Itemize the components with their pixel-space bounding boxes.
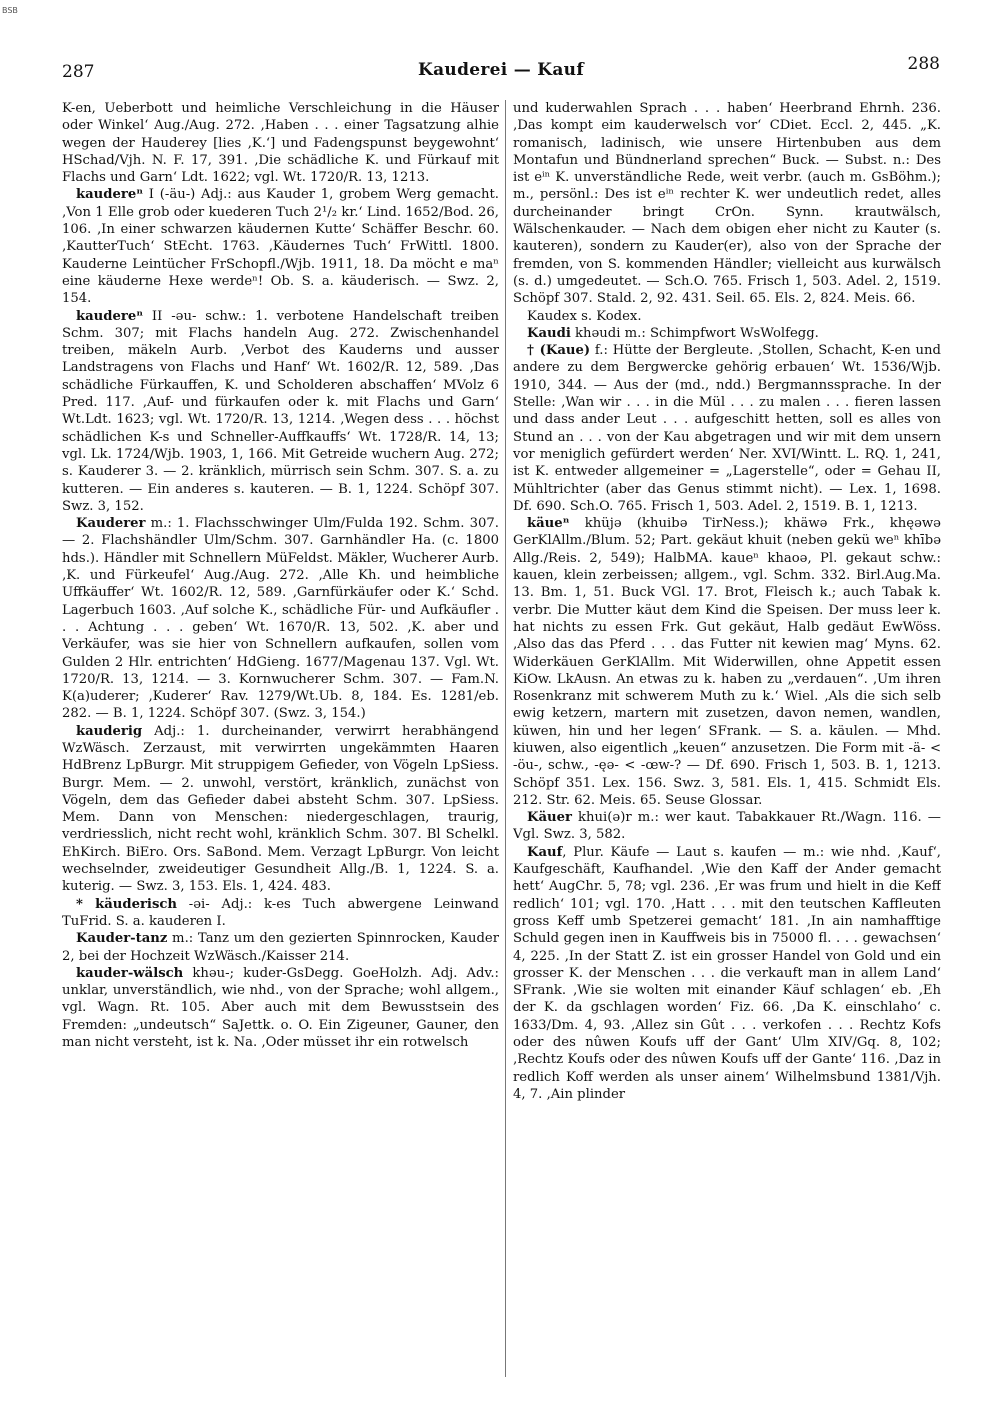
dictionary-entry	[62, 965, 499, 1051]
entry-text: -əi- Adj.: k-es Tuch abwergene Leinwand TuFrid. S. a. kauderen I.	[62, 896, 499, 929]
entry-text: khüjə (khuibə TirNess.); khäwə Frk., khęəwə GerKlAllm./Blum. 52; Part. gekäut khuit (neben gekü weⁿ khībə Allg./Reis. 2, 549); HalbMA. kaueⁿ khaoə, Pl. gekaut schw.: kauen, klein zerbeissen; allgem., vgl. Schm. 332. Birl.Aug.Ma. 13. Bm. 1, 51. Buck VGl. 17. Brot, Fleisch k.; auch Tabak k. verbr. Die Mutter käut dem Kind die Speisen. Der muss leer k. hat nichts zu essen Frk. Gut gekäut, Halb gedäut EwWöss. ‚Also das das Pferd . . . das Futter nit kewien mag‘ Myns. 62. Widerkäuen GerKlAllm. Mit Widerwillen, ohne Appetit essen KiOw. LkAusn. An etwas zu k. haben zu „verdauen“. ‚Um ihren Rosenkranz mit schwerem Muth zu k.‘ Wiel. ‚Als die sich selb ewig ketzern, martern mit zusetzen, davon nemen, wandlen, küwen, hin und her legen‘ SFrank. — S. a. käulen. — Mhd. kiuwen, also eigentlich „keuen“ anzusetzen. Die Form mit -ä- < -öu-, schw., -ęə- < -œw-? — Df. 690. Frisch 1, 503. B. 1, 1213. Schöpf 351. Lex. 156. Swz. 3, 581. Els. 1, 415. Schmidt Els. 212. Str. 62. Meis. 65. Seuse Glossar.	[513, 516, 941, 808]
dictionary-entry	[62, 723, 499, 896]
dictionary-entry	[62, 308, 499, 516]
dictionary-entry	[62, 896, 499, 931]
headword: kauderig	[76, 723, 143, 739]
headword: Kauf	[527, 844, 563, 860]
library-stamp: BSB	[2, 6, 18, 15]
page-header	[62, 54, 940, 84]
entry-text: m.: 1. Flachsschwinger Ulm/Fulda 192. Schm. 307. — 2. Flachshändler Ulm/Schm. 307. Garnhändler Ha. (c. 1800 hds.). Händler mit Schnellern MüFeldst. Mäkler, Wucherer Aurb. ‚K. und Fürkeufel‘ Aug./Aug. 272. ‚Alle Kh. und heimbliche Uffkäuffer‘ Wt. 1602/R. 12, 589. ‚Garnfürkäufer oder K.‘ Schd. Lagerbuch 1603. ‚Auf solche K., schädliche Für- und Aufkäufler . . . Achtung . . . geben‘ Wt. 1670/R. 13, 502. ‚K. aber und Verkäufer, was sie hier von Schnellern aufkaufen, sollen vom Gulden 2 Hlr. entrichten‘ HdGieng. 1677/Magenau 137. Vgl. Wt. 1720/R. 13, 1214. — 3. Kornwucherer Schm. 307. — Fam.N. K(a)uderer; ‚Kuderer‘ Rav. 1279/Wt.Ub. 8, 184. Es. 1281/eb. 282. — B. 1, 1224. Schöpf 307. (Swz. 3, 154.)	[62, 516, 499, 722]
entry-text: , Plur. Käufe — Laut s. kaufen — m.: wie nhd. ‚Kauf‘, Kaufgeschäft, Kaufhandel. ‚Wie den Kaff der Ander gemacht hett‘ AugChr. 5, 78; vgl. 236. ‚Er was frum und hielt in die Keff redlich‘ 101; vgl. 170. ‚Hatt . . . mit den teutschen Kaffleuten gross Keff umb Spetzerei gemacht‘ 181. ‚In ain namhafftige Schuld gegen inen in Kauffweis bis in 75000 fl. . . . gewachsen‘ 4, 225. ‚In der Statt Z. ist ein grosser Handel von Gold und ein grosser K. der Menschen . . . die verkauft man in allem Land‘ SFrank. ‚Wie sie wolten mit einander Käuf schlagen‘ eb. ‚Eh der K. da gschlagen worden‘ Fiz. 66. ‚Da K. einschlaho‘ c. 1633/Dm. 4, 93. ‚Allez sin Gût . . . verkofen . . . Rechtz Kofs oder des nûwen Koufs uff der Gant‘ Ulm XIV/Gq. 8, 102; ‚Rechtz Koufs oder des nûwen Koufs uff der Gante‘ 116. ‚Daz in redlich Koff werden als unser ainem‘ Wilhelmsbund 1381/Vjh. 4, 7. ‚Ain plinder	[513, 844, 941, 1102]
entry-text: und kuderwahlen Sprach . . . haben‘ Heerbrand Ehrnh. 236. ‚Das kompt eim kauderwelsch vor‘ CDiet. Eccl. 2, 445. „K. romanisch, ladinisch, wie unsere Hirtenbuben aus dem Montafun und Bündnerland sprechen“ Buck. — Subst. n.: Des ist eⁱⁿ K. unverständliche Rede, weit verbr. (auch m. GsBöhm.); m., persönl.: Des ist eⁱⁿ rechter K. wer undeutlich redet, alles durcheinander bringt CrOn. Synn. krautwälsch, Wälschenkauder. — Nach dem obigen eher nicht zu Kauter (s. kauteren), sondern zu Kauder(er), also von der Sprache der fremden, von S. kommenden Händler; vielleicht aus kurwälsch (s. d.) umgedeutet. — Sch.O. 765. Frisch 1, 503. Adel. 2, 1519. Schöpf 307. Stald. 2, 92. 431. Seil. 65. Els. 2, 824. Meis. 66.	[513, 101, 941, 307]
dictionary-entry	[513, 515, 941, 809]
headword: kaudereⁿ	[76, 308, 144, 324]
dictionary-entry	[513, 342, 941, 515]
dictionary-entry	[513, 325, 941, 342]
entry-text: Adj.: 1. durcheinander, verwirrt herabhängend WzWäsch. Zerzaust, mit verwirrten ungekämmten Haaren HdBrenz LpBurgr. Mit struppigem Gefieder, von Vögeln LpSiess. Burgr. Mem. — 2. unwohl, verstört, kränklich, zunächst von Vögeln, dem das Gefieder dabei absteht Schm. 307. LpSiess. Mem. Dann von Menschen: niedergeschlagen, traurig, verdriesslich, nicht recht wohl, kränklich Schm. 307. Bl Schelkl. EhKirch. BiEro. Ors. SaBond. Mem. Verzagt LpBurgr. Von leicht wechselnder, zweideutiger Gesundheit Allg./B. 1, 1224. S. a. kuterig. — Swz. 3, 153. Els. 1, 424. 483.	[62, 723, 499, 895]
dictionary-entry	[513, 100, 941, 308]
headword: käueⁿ	[527, 516, 570, 532]
headword: Kaudi	[527, 325, 571, 341]
column-divider	[505, 100, 506, 1377]
page-number-right: 288	[907, 54, 940, 74]
headword: Kauderer	[76, 516, 146, 532]
entry-text: Kaudex s. Kodex.	[527, 308, 642, 324]
headword: kauder-wälsch	[76, 965, 184, 981]
entry-text: khəudi m.: Schimpfwort WsWolfegg.	[570, 325, 819, 341]
running-head: Kauderei — Kauf	[418, 60, 584, 80]
dictionary-entry	[62, 100, 499, 186]
dictionary-entry	[62, 930, 499, 965]
left-column	[62, 100, 499, 1377]
entry-text: f.: Hütte der Bergleute. ‚Stollen, Schacht, K-en und andere zu dem Bergwercke gehörig erbauen‘ Wt. 1536/Wjb. 1910, 344. — Aus der (md., ndd.) Bergmannssprache. In der Stelle: ‚Wan wir . . . in die Mül . . . zu malen . . . fieren lassen und dass ander Leut . . . aufgeschitt hetten, soll es alles von Stund an . . . von der Kau abgetragen und wir mit dem unsern vor meniglich gefürdert werden‘ Ner. XVI/Wintt. L. RQ. 1, 241, ist K. entweder allgemeiner = „Lagerstelle“, oder = Gehau II, Mühltrichter (aber das Genus stimmt nicht). — Lex. 1, 1698. Df. 690. Sch.O. 765. Frisch 1, 503. Adel. 2, 1519. B. 1, 1213.	[513, 343, 941, 514]
entry-text: K-en, Ueberbott und heimliche Verschleichung in die Häuser oder Winkel‘ Aug./Aug. 272. ‚Haben . . . einer Tagsatzung alhie wegen der Hauderey [lies ‚K.‘] und Fadengspunst beygewohnt‘ HSchad/Vjh. N. F. 17, 391. ‚Die schädliche K. und Fürkauf mit Flachs und Garn‘ Ldt. 1622; vgl. Wt. 1720/R. 13, 1213.	[62, 101, 499, 186]
dictionary-entry	[513, 809, 941, 844]
dictionary-entry	[513, 308, 941, 325]
dictionary-entry	[513, 844, 941, 1103]
entry-text: I (-äu-) Adj.: aus Kauder 1, grobem Werg gemacht. ‚Von 1 Elle grob oder kuederen Tuch 2¹/₂ kr.‘ Lind. 1652/Bod. 26, 106. ‚In einer schwarzen käudernen Kutte‘ Schäffer Beschr. 60. ‚KautterTuch‘ StEcht. 1763. ‚Käudernes Tuch‘ FrWittl. 1800. Kauderne Leintücher FrSchopfl./Wjb. 1911, 18. Da möcht e maⁿ eine käuderne Hexe werdeⁿ! Ob. S. a. käuderisch. — Swz. 2, 154.	[62, 187, 499, 307]
headword: Käuer	[527, 810, 572, 826]
dictionary-entry	[62, 515, 499, 723]
entry-text: khui(ə)r m.: wer kaut. Tabakkauer Rt./Wagn. 116. — Vgl. Swz. 3, 582.	[513, 810, 941, 843]
headword: † (Kaue)	[527, 343, 591, 359]
entry-text: khəu-; kuder-GsDegg. GoeHolzh. Adj. Adv.: unklar, unverständlich, wie nhd., von der Sprache; wohl allgem., vgl. Wagn. Rt. 105. Aber auch mit dem Bewusstsein des Fremden: „undeutsch“ SaJettk. o. O. Ein Zigeuner, Gauner, den man nicht versteht, ist k. Na. ‚Oder müsset ihr ein rotwelsch	[62, 965, 499, 1051]
headword: Kauder-tanz	[76, 931, 168, 947]
entry-text: m.: Tanz um den gezierten Spinnrocken, Kauder 2, bei der Hochzeit WzWäsch./Kaisser 214.	[62, 931, 499, 964]
right-column	[513, 100, 941, 1377]
entry-text: II -əu- schw.: 1. verbotene Handelschaft treiben Schm. 307; mit Flachs handeln Aug. 272. Zwischenhandel treiben, mäkeln Aurb. ‚Verbot des Kauderns und ausser Landstragens von Flachs und Hanf‘ Wt. 1602/R. 12, 589. ‚Das schädliche Fürkauffen, K. und Scholderen abschaffen‘ MVolz 6 Pred. 117. ‚Auf- und fürkaufen oder k. mit Flachs und Garn‘ Wt.Ldt. 1623; vgl. Wt. 1720/R. 13, 1214. ‚Wegen dess . . . höchst schädlichen K-s und Schneller-Auffkauffs‘ Wt. 1728/R. 14, 13; vgl. Lk. 1724/Wjb. 1903, 1, 166. Mit Getreide wuchern Aug. 272; s. Kauderer 3. — 2. kränklich, mürrisch sein Schm. 307. S. a. zu kutteren. — Ein anderes s. kauteren. — B. 1, 1224. Schöpf 307. Swz. 3, 152.	[62, 308, 499, 514]
headword: kaudereⁿ	[76, 187, 144, 203]
headword: * käuderisch	[76, 896, 177, 912]
page-number-left: 287	[62, 62, 95, 82]
dictionary-entry	[62, 186, 499, 307]
